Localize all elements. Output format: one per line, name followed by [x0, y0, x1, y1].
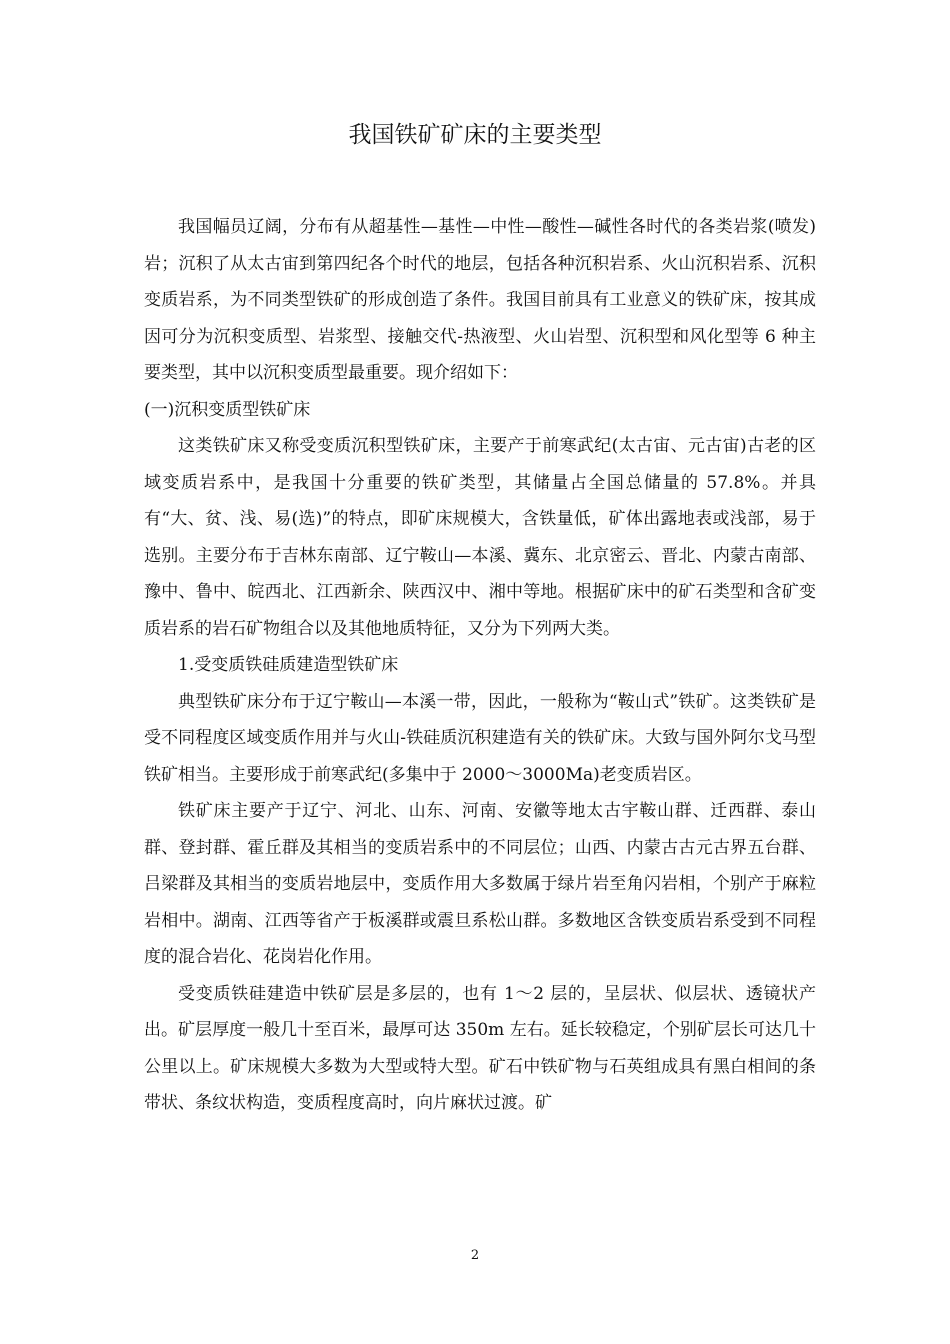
page-number: 2 — [470, 1248, 480, 1263]
body-paragraph: 这类铁矿床又称受变质沉积型铁矿床，主要产于前寒武纪(太古宙、元古宙)古老的区域变质岩系中，是我国十分重要的铁矿类型，其储量占全国总储量的 57.8%。并具有“大、贫、浅、易(选)”的特点，即矿床规模大，含铁量低，矿体出露地表或浅部，易于选别。主要分布于吉林东南部、辽宁鞍山—本溪、冀东、北京密云、晋北、内蒙古南部、豫中、鲁中、皖西北、江西新余、陕西汉中、湘中等地。根据矿床中的矿石类型和含矿变质岩系的岩石矿物组合以及其他地质特征，又分为下列两大类。 — [144, 436, 816, 639]
body-paragraph: 典型铁矿床分布于辽宁鞍山—本溪一带，因此，一般称为“鞍山式”铁矿。这类铁矿是受不同程度区域变质作用并与火山-铁硅质沉积建造有关的铁矿床。大致与国外阿尔戈马型铁矿相当。主要形成于前寒武纪(多集中于 2000～3000Ma)老变质岩区。 — [144, 691, 816, 785]
section-heading: (一)沉积变质型铁矿床 — [144, 399, 311, 420]
body-paragraph: 受变质铁硅建造中铁矿层是多层的，也有 1～2 层的，呈层状、似层状、透镜状产出。矿层厚度一般几十至百米，最厚可达 350m 左右。延长较稳定，个别矿层长可达几十公里以上。矿床规模大多数为大型或特大型。矿石中铁矿物与石英组成具有黑白相间的条带状、条纹状构造，变质程度高时，向片麻状过渡。矿 — [144, 983, 816, 1113]
intro-paragraph: 我国幅员辽阔，分布有从超基性—基性—中性—酸性—碱性各时代的各类岩浆(喷发)岩；沉积了从太古宙到第四纪各个时代的地层，包括各种沉积岩系、火山沉积岩系、沉积变质岩系，为不同类型铁矿的形成创造了条件。我国目前具有工业意义的铁矿床，按其成因可分为沉积变质型、岩浆型、接触交代-热液型、火山岩型、沉积型和风化型等 6 种主要类型，其中以沉积变质型最重要。现介绍如下： — [144, 217, 816, 383]
subsection-heading: 1.受变质铁硅质建造型铁矿床 — [178, 655, 399, 675]
body-paragraph: 铁矿床主要产于辽宁、河北、山东、河南、安徽等地太古宇鞍山群、迁西群、泰山群、登封群、霍丘群及其相当的变质岩系中的不同层位；山西、内蒙古古元古界五台群、吕梁群及其相当的变质岩地层中，变质作用大多数属于绿片岩至角闪岩相，个别产于麻粒岩相中。湖南、江西等省产于板溪群或震旦系松山群。多数地区含铁变质岩系受到不同程度的混合岩化、花岗岩化作用。 — [144, 801, 816, 967]
document-title: 我国铁矿矿床的主要类型 — [348, 122, 602, 148]
document-body — [144, 209, 816, 1122]
